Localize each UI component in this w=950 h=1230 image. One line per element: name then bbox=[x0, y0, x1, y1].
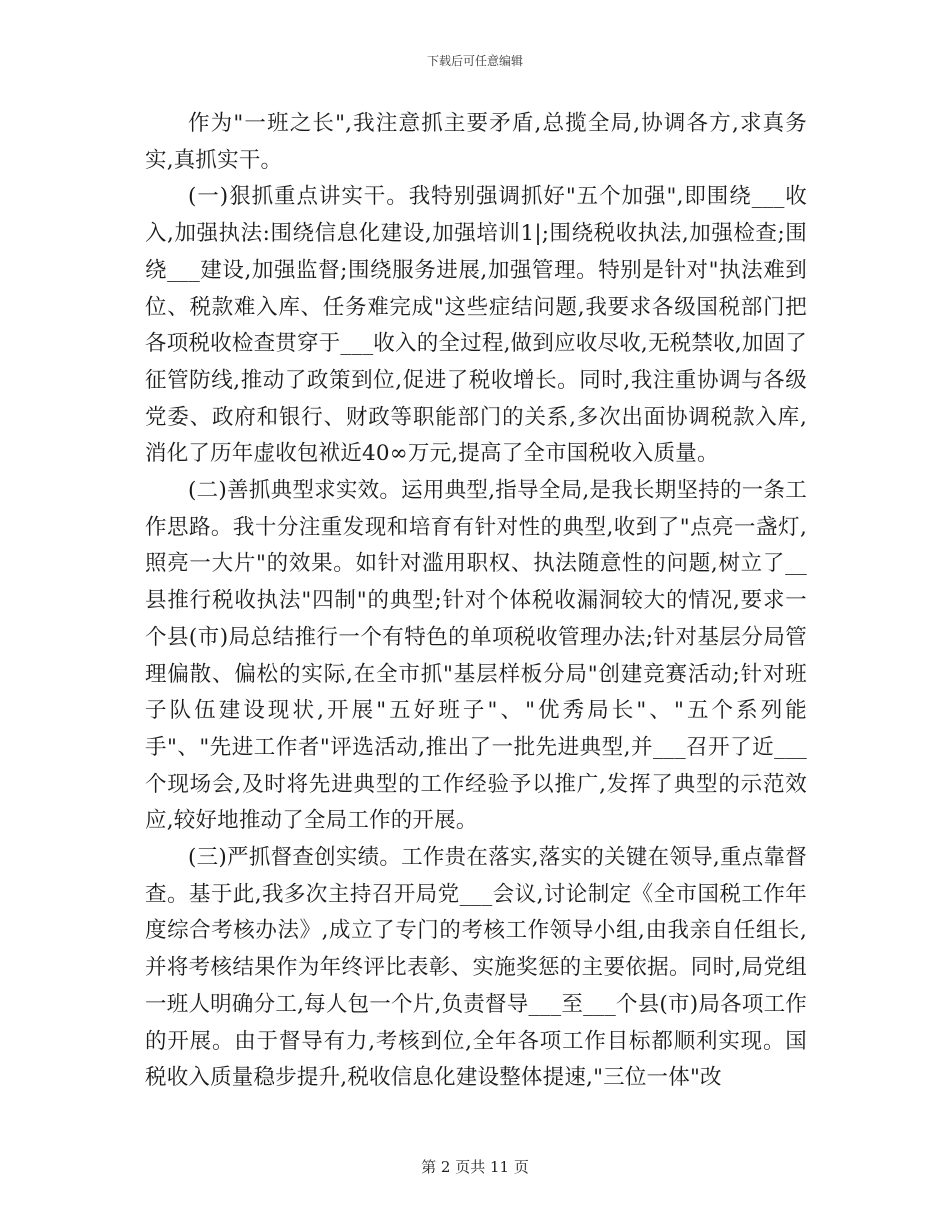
page-header-note: 下载后可任意编辑 bbox=[426, 54, 523, 68]
document-body bbox=[145, 106, 807, 1097]
paragraph-intro: 作为"一班之长",我注意抓主要矛盾,总揽全局,协调各方,求真务实,真抓实干。 bbox=[145, 111, 807, 173]
page-number-footer: 第 2 页共 11 页 bbox=[421, 1158, 529, 1176]
paragraph-section-3: (三)严抓督查创实绩。工作贵在落实,落实的关键在领导,重点靠督查。基于此,我多次主持召开局党___会议,讨论制定《全市国税工作年度综合考核办法》,成立了专门的考核工作领导小组,由我亲自任组长,并将考核结果作为年终评比表彰、实施奖惩的主要依据。同时,局党组一班人明确分工,每人包一个片,负责督导___至___个县(市)局各项工作的开展。由于督导有力,考核到位,全年各项工作目标都顺利实现。国税收入质量稳步提升,税收信息化建设整体提速,"三位一体"改 bbox=[145, 845, 807, 1091]
paragraph-section-1: (一)狠抓重点讲实干。我特别强调抓好"五个加强",即围绕___收入,加强执法:围绕信息化建设,加强培训1|;围绕税收执法,加强检查;围绕___建设,加强监督;围绕服务进展,加强管理。特别是针对"执法难到位、税款难入库、任务难完成"这些症结问题,我要求各级国税部门把各项税收检查贯穿于___收入的全过程,做到应收尽收,无税禁收,加固了征管防线,推动了政策到位,促进了税收增长。同时,我注重协调与各级党委、政府和银行、财政等职能部门的关系,多次出面协调税款入库,消化了历年虚收包袱近40∞万元,提高了全市国税收入质量。 bbox=[145, 184, 807, 467]
paragraph-section-2: (二)善抓典型求实效。运用典型,指导全局,是我长期坚持的一条工作思路。我十分注重发现和培育有针对性的典型,收到了"点亮一盏灯,照亮一大片"的效果。如针对滥用职权、执法随意性的问题,树立了__县推行税收执法"四制"的典型;针对个体税收漏洞较大的情况,要求一个县(市)局总结推行一个有特色的单项税收管理办法;针对基层分局管理偏散、偏松的实际,在全市抓"基层样板分局"创建竞赛活动;针对班子队伍建设现状,开展"五好班子"、"优秀局长"、"五个系列能手"、"先进工作者"评选活动,推出了一批先进典型,并___召开了近___个现场会,及时将先进典型的工作经验予以推广,发挥了典型的示范效应,较好地推动了全局工作的开展。 bbox=[145, 478, 807, 834]
